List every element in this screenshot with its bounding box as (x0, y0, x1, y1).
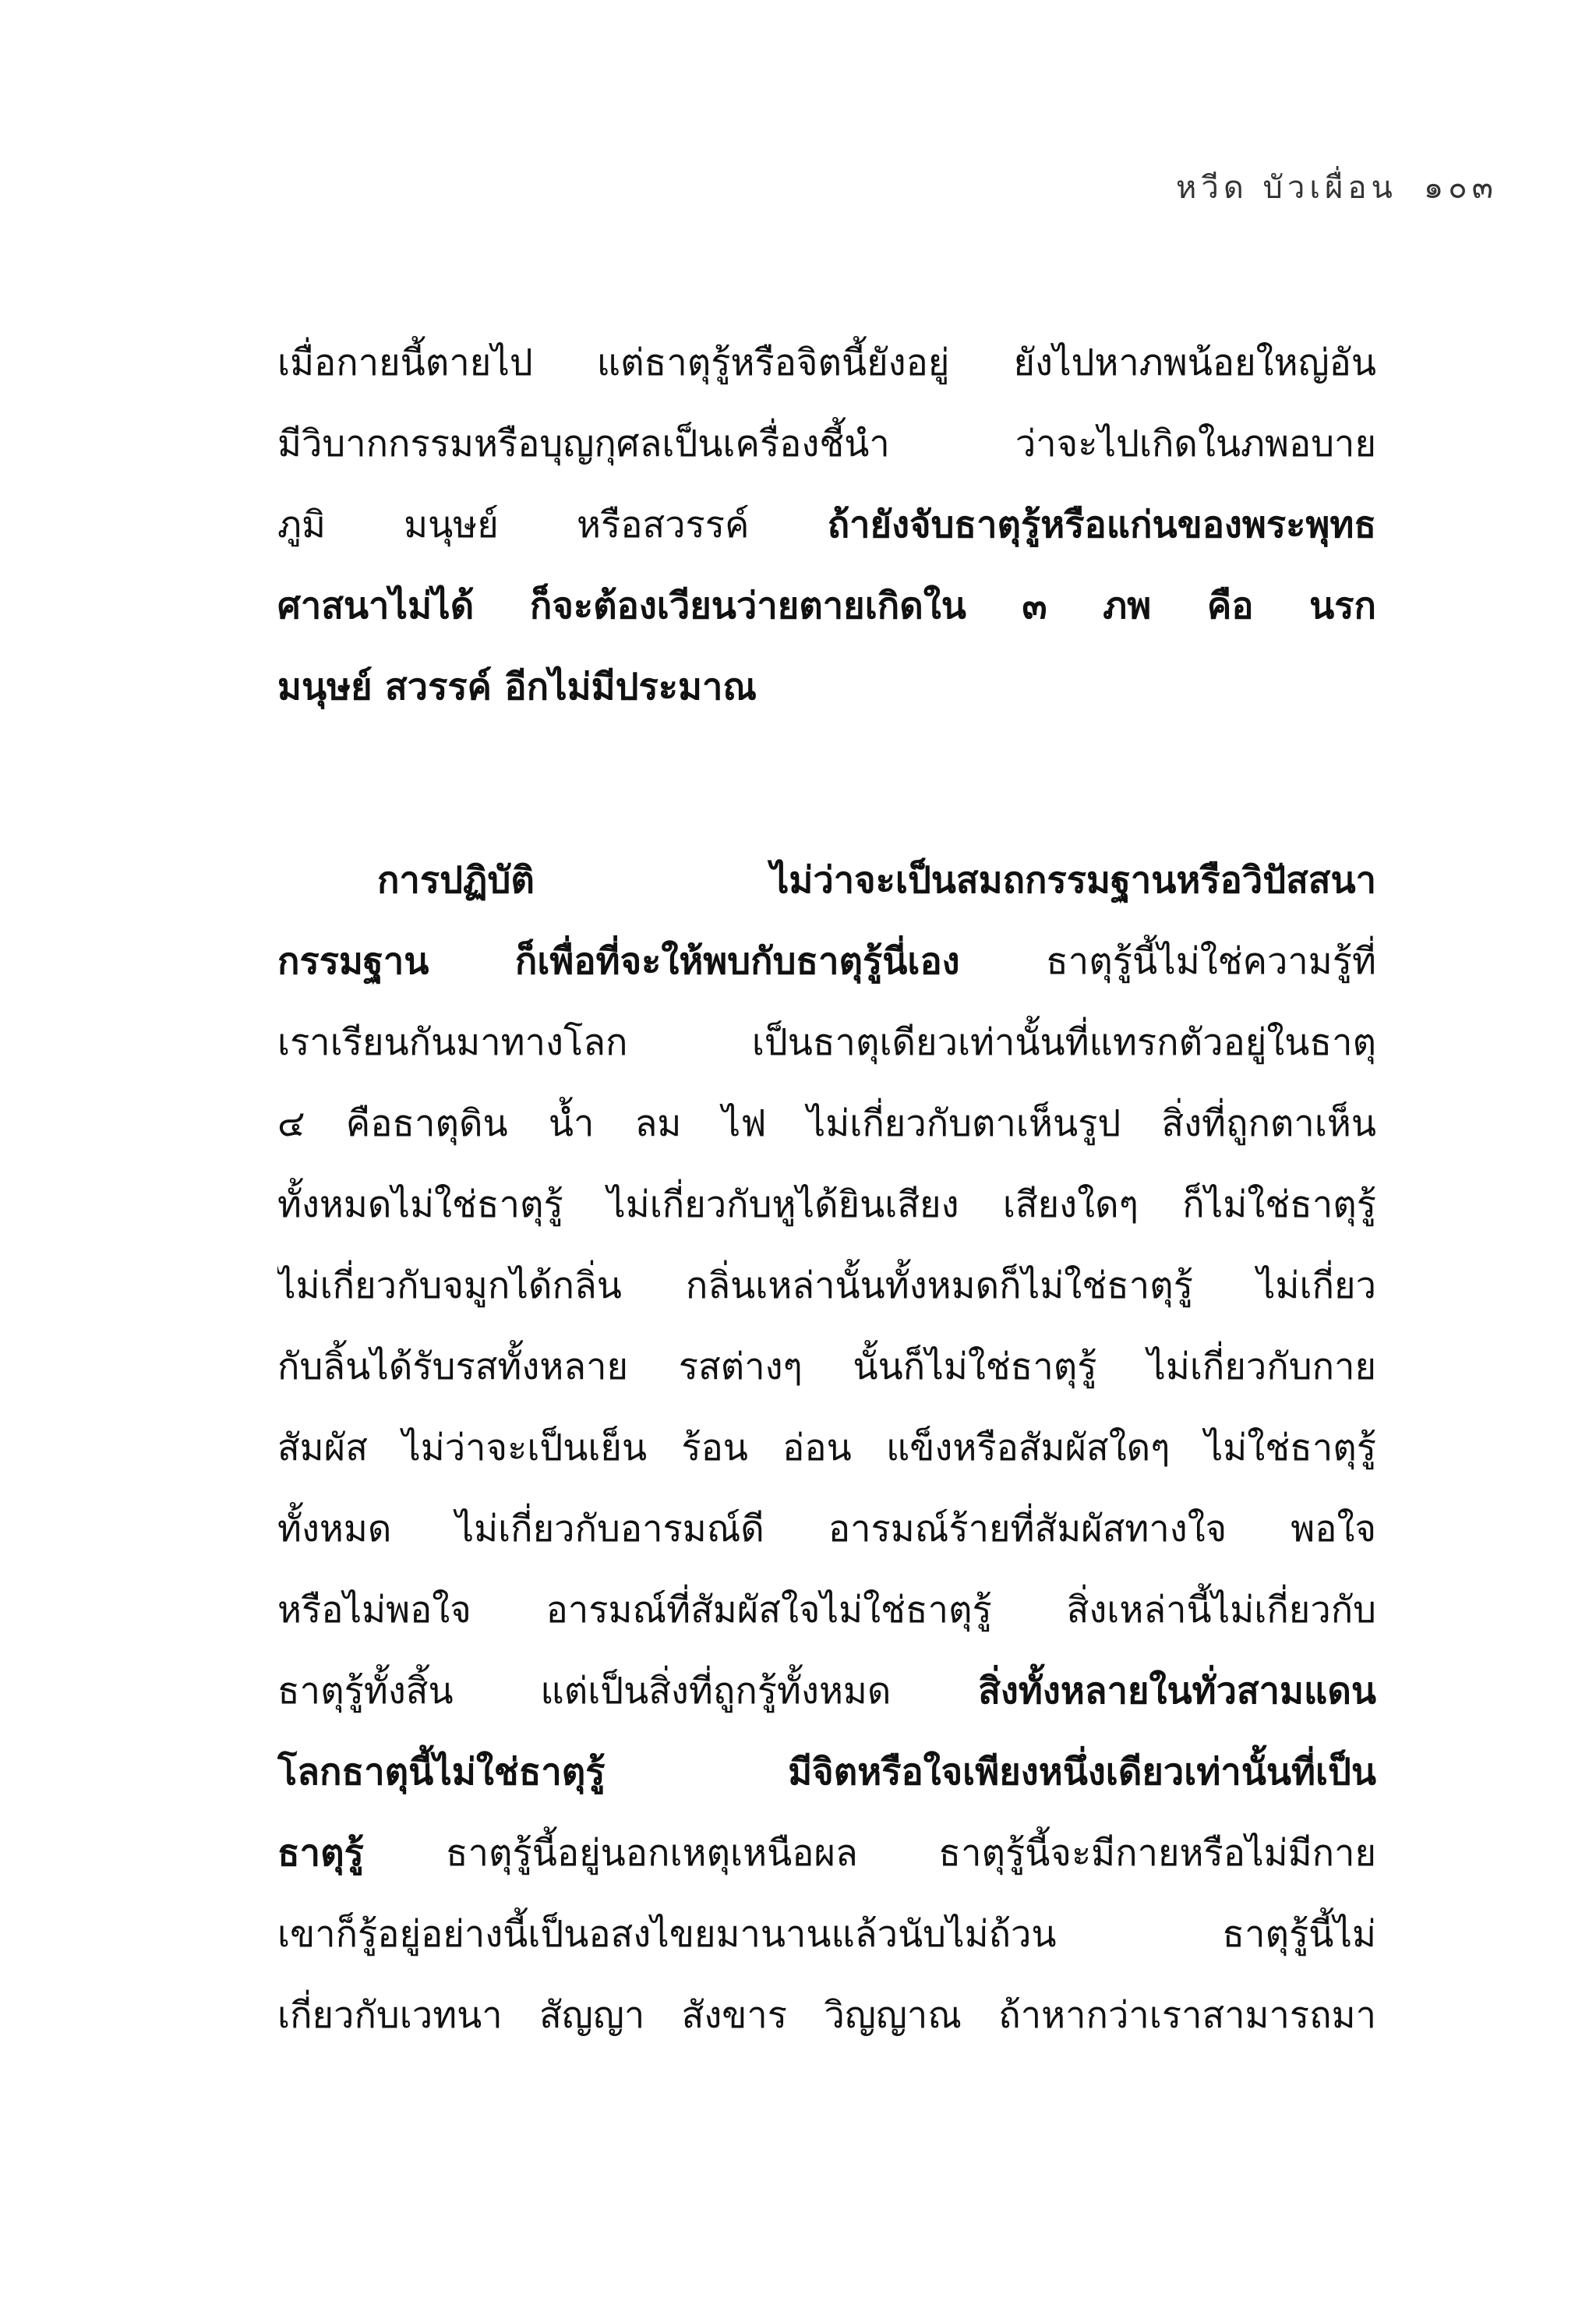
text-line (277, 1813, 1376, 1894)
text-run: ทั้งหมด ไม่เกี่ยวกับอารมณ์ดี อารมณ์ร้ายที่สัมผัสทางใจ พอใจ (277, 1508, 1376, 1550)
running-header (1176, 162, 1498, 212)
text-line (277, 1732, 1376, 1813)
text-run: ธาตุรู้นี้อยู่นอกเหตุเหนือผล ธาตุรู้นี้จะมีกายหรือไม่มีกาย (445, 1832, 1376, 1875)
text-run: กับลิ้นได้รับรสทั้งหลาย รสต่างๆ นั้นก็ไม่ใช่ธาตุรู้ ไม่เกี่ยวกับกาย (277, 1345, 1376, 1388)
text-run: เมื่อกายนี้ตายไป แต่ธาตุรู้หรือจิตนี้ยังอยู่ ยังไปหาภพน้อยใหญ่อัน (277, 341, 1376, 384)
text-run: เกี่ยวกับเวทนา สัญญา สังขาร วิญญาณ ถ้าหากว่าเราสามารถมา (277, 1994, 1376, 2037)
bold-text-run: ศาสนาไม่ได้ ก็จะต้องเวียนว่ายตายเกิดใน ๓ ภพ คือ นรก (277, 585, 1376, 627)
text-run: ทั้งหมดไม่ใช่ธาตุรู้ ไม่เกี่ยวกับหูได้ยินเสียง เสียงใดๆ ก็ไม่ใช่ธาตุรู้ (277, 1183, 1376, 1226)
text-line (277, 485, 1376, 566)
text-run: ๔ คือธาตุดิน น้ำ ลม ไฟ ไม่เกี่ยวกับตาเห็นรูป สิ่งที่ถูกตาเห็น (277, 1102, 1376, 1145)
text-line (277, 1246, 1376, 1327)
text-run: เขาก็รู้อยู่อย่างนี้เป็นอสงไขยมานานแล้วนับไม่ถ้วน ธาตุรู้นี้ไม่ (277, 1913, 1376, 1956)
text-run: หรือไม่พอใจ อารมณ์ที่สัมผัสใจไม่ใช่ธาตุรู้ สิ่งเหล่านี้ไม่เกี่ยวกับ (277, 1589, 1376, 1631)
text-line (277, 323, 1376, 404)
text-line (277, 1327, 1376, 1408)
text-line (277, 647, 1376, 728)
bold-text-run: กรรมฐาน ก็เพื่อที่จะให้พบกับธาตุรู้นี่เอง (277, 940, 1047, 983)
bold-text-run: มนุษย์ สวรรค์ อีกไม่มีประมาณ (277, 666, 757, 709)
text-run: ธาตุรู้ทั้งสิ้น แต่เป็นสิ่งที่ถูกรู้ทั้งหมด (277, 1670, 979, 1713)
bold-text-run: โลกธาตุนี้ไม่ใช่ธาตุรู้ มีจิตหรือใจเพียงหนึ่งเดียวเท่านั้นที่เป็น (277, 1751, 1376, 1794)
text-line (277, 566, 1376, 647)
text-run: ไม่เกี่ยวกับจมูกได้กลิ่น กลิ่นเหล่านั้นทั้งหมดก็ไม่ใช่ธาตุรู้ ไม่เกี่ยว (277, 1264, 1376, 1307)
bold-text-run: ถ้ายังจับธาตุรู้หรือแก่นของพระพุทธ (827, 504, 1376, 546)
text-run: เราเรียนกันมาทางโลก เป็นธาตุเดียวเท่านั้นที่แทรกตัวอยู่ในธาตุ (277, 1021, 1376, 1064)
bold-text-run: ธาตุรู้ (277, 1832, 446, 1875)
text-run: ธาตุรู้นี้ไม่ใช่ความรู้ที่ (1046, 940, 1376, 983)
text-run: สัมผัส ไม่ว่าจะเป็นเย็น ร้อน อ่อน แข็งหรือสัมผัสใดๆ ไม่ใช่ธาตุรู้ (277, 1426, 1376, 1469)
paragraph-1 (277, 323, 1376, 728)
text-line (277, 1002, 1376, 1084)
text-line (277, 1570, 1376, 1651)
author-name: หวีด บัวเผื่อน (1175, 170, 1397, 206)
page-number: ๑๐๓ (1423, 170, 1498, 206)
bold-text-run: การปฏิบัติ ไม่ว่าจะเป็นสมถกรรมฐานหรือวิปัสสนา (377, 859, 1376, 902)
text-line (277, 1165, 1376, 1246)
paragraph-2 (277, 840, 1376, 2056)
text-line (277, 921, 1376, 1002)
text-line (277, 1084, 1376, 1165)
text-line (277, 840, 1376, 921)
text-run: ภูมิ มนุษย์ หรือสวรรค์ (277, 504, 828, 546)
text-run: มีวิบากกรรมหรือบุญกุศลเป็นเครื่องชี้นำ ว่าจะไปเกิดในภพอบาย (277, 422, 1376, 465)
text-line (277, 1489, 1376, 1570)
text-line (277, 1975, 1376, 2056)
text-line (277, 1651, 1376, 1732)
text-line (277, 404, 1376, 485)
bold-text-run: สิ่งทั้งหลายในทั่วสามแดน (978, 1670, 1376, 1713)
text-line (277, 1408, 1376, 1489)
text-line (277, 1894, 1376, 1975)
